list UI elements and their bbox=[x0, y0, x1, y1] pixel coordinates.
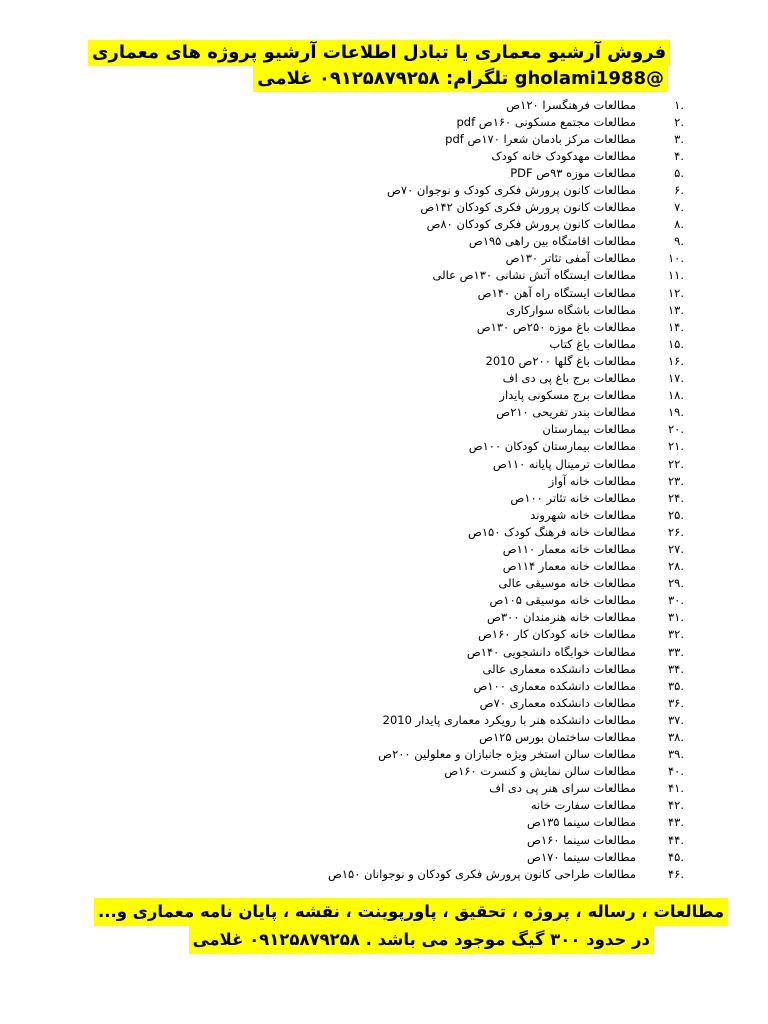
list-item bbox=[224, 506, 684, 523]
list-item-number: ۲۹. bbox=[667, 576, 684, 591]
list-item bbox=[224, 643, 684, 660]
list-item bbox=[224, 626, 684, 643]
list-item-number: ۹. bbox=[674, 234, 684, 249]
list-item-number: ۳۲. bbox=[667, 627, 684, 642]
list-item-number: ۴۴. bbox=[667, 832, 684, 847]
list-item-text: مطالعات برج مسکونی پایدار bbox=[499, 388, 636, 403]
list-item bbox=[224, 746, 684, 763]
list-item-number: ۴. bbox=[674, 148, 684, 163]
list-item bbox=[224, 421, 684, 438]
list-item-number: ۲۵. bbox=[667, 507, 684, 522]
list-item-number: ۳۳. bbox=[667, 644, 684, 659]
list-item-number: ۸. bbox=[674, 217, 684, 232]
list-item-text: مطالعات خانه فرهنگ کودک ۱۵۰ص bbox=[467, 524, 636, 539]
list-item bbox=[224, 335, 684, 352]
list-item-number: ۲۴. bbox=[667, 490, 684, 505]
list-item bbox=[224, 318, 684, 335]
list-item-number: ۲۱. bbox=[667, 439, 684, 454]
header-banner bbox=[88, 40, 668, 92]
header-contact: @gholami1988 تلگرام: ۰۹۱۲۵۸۷۹۲۵۸ غلامی bbox=[253, 66, 668, 92]
list-item-number: ۲۳. bbox=[667, 473, 684, 488]
list-item-number: ۱۸. bbox=[667, 388, 684, 403]
list-item-number: ۲۸. bbox=[667, 559, 684, 574]
list-item bbox=[224, 438, 684, 455]
list-item-number: ۳۹. bbox=[667, 747, 684, 762]
list-item bbox=[224, 677, 684, 694]
list-item-number: ۳۸. bbox=[667, 730, 684, 745]
list-item-text: مطالعات دانشکده معماری عالی bbox=[482, 661, 636, 676]
header-title: فروش آرشیو معماری یا تبادل اطلاعات آرشیو پروژه های معماری bbox=[88, 40, 670, 66]
list-item-text: مطالعات سینما ۱۶۰ص bbox=[527, 832, 636, 847]
list-item-number: ۴۳. bbox=[667, 815, 684, 830]
list-item bbox=[224, 609, 684, 626]
footer-line-1: مطالعات ، رساله ، پروژه ، تحقیق ، پاورپوینت ، نقشه ، پایان نامه معماری و... bbox=[94, 898, 728, 926]
list-item bbox=[224, 284, 684, 301]
list-item-text: مطالعات دانشکده معماری ۷۰ص bbox=[479, 695, 636, 710]
list-item bbox=[224, 370, 684, 387]
list-item-number: ۳۷. bbox=[667, 712, 684, 727]
list-item bbox=[224, 164, 684, 181]
list-item bbox=[224, 728, 684, 745]
list-item bbox=[224, 352, 684, 369]
list-item-text: مطالعات سینما ۱۳۵ص bbox=[527, 815, 636, 830]
list-item bbox=[224, 489, 684, 506]
list-item bbox=[224, 575, 684, 592]
list-item bbox=[224, 472, 684, 489]
list-item-text: مطالعات سرای هنر پی دی اف bbox=[489, 781, 636, 796]
list-item-text: مطالعات اقامتگاه بین راهی ۱۹۵ص bbox=[468, 234, 636, 249]
list-item-text: مطالعات باشگاه سوارکاری bbox=[506, 302, 636, 317]
list-item-text: مطالعات سینما ۱۷۰ص bbox=[527, 849, 636, 864]
list-item-text: مطالعات خانه شهروند bbox=[530, 507, 636, 522]
list-item bbox=[224, 848, 684, 865]
list-item bbox=[224, 96, 684, 113]
list-item bbox=[224, 250, 684, 267]
list-item bbox=[224, 387, 684, 404]
list-item-text: مطالعات طراحی کانون پرورش فکری کودکان و نوجوانان ۱۵۰ص bbox=[327, 866, 636, 881]
list-item-number: ۲۶. bbox=[667, 524, 684, 539]
project-list bbox=[224, 96, 684, 882]
list-item bbox=[224, 660, 684, 677]
list-item-number: ۱. bbox=[674, 97, 684, 112]
list-item-number: ۴۶. bbox=[667, 866, 684, 881]
list-item-number: ۳. bbox=[674, 131, 684, 146]
list-item-text: مطالعات کانون پرورش فکری کودکان ۱۴۲ص bbox=[420, 200, 636, 215]
list-item-text: مطالعات خانه تئاتر ۱۰۰ص bbox=[510, 490, 636, 505]
list-item bbox=[224, 147, 684, 164]
list-item-number: ۳۶. bbox=[667, 695, 684, 710]
list-item bbox=[224, 711, 684, 728]
list-item-number: ۱۳. bbox=[667, 302, 684, 317]
list-item-number: ۲۰. bbox=[667, 422, 684, 437]
list-item bbox=[224, 865, 684, 882]
list-item-number: ۴۲. bbox=[667, 798, 684, 813]
list-item bbox=[224, 780, 684, 797]
list-item-number: ۳۱. bbox=[667, 610, 684, 625]
list-item-number: ۱۴. bbox=[667, 319, 684, 334]
list-item-text: مطالعات دانشکده هنر با رویکرد معماری پایدار 2010 bbox=[382, 712, 636, 727]
list-item-number: ۶. bbox=[674, 183, 684, 198]
list-item-number: ۱۹. bbox=[667, 405, 684, 420]
list-item-text: مطالعات سفارت خانه bbox=[530, 798, 636, 813]
list-item bbox=[224, 831, 684, 848]
list-item bbox=[224, 592, 684, 609]
list-item-text: مطالعات کانون پرورش فکری کودکان ۸۰ص bbox=[426, 217, 636, 232]
list-item bbox=[224, 233, 684, 250]
list-item-text: مطالعات خوابگاه دانشجویی ۱۴۰ص bbox=[466, 644, 636, 659]
list-item-number: ۲۲. bbox=[667, 456, 684, 471]
list-item-number: ۵. bbox=[674, 165, 684, 180]
list-item-text: مطالعات خانه آواز bbox=[548, 473, 636, 488]
list-item-number: ۱۱. bbox=[667, 268, 684, 283]
list-item-text: مطالعات سالن استخر ویژه جانبازان و معلولین ۲۰۰ص bbox=[378, 747, 636, 762]
list-item-text: مطالعات خانه کودکان کار ۱۶۰ص bbox=[477, 627, 636, 642]
list-item-text: مطالعات بندر تفریحی ۲۱۰ص bbox=[496, 405, 636, 420]
list-item-text: مطالعات آمفی تئاتر ۱۳۰ص bbox=[505, 251, 636, 266]
footer-banner bbox=[94, 898, 725, 954]
list-item-number: ۳۴. bbox=[667, 661, 684, 676]
list-item bbox=[224, 797, 684, 814]
list-item-text: مطالعات بیمارستان کودکان ۱۰۰ص bbox=[468, 439, 636, 454]
list-item-text: مطالعات دانشکده معماری ۱۰۰ص bbox=[473, 678, 636, 693]
list-item bbox=[224, 558, 684, 575]
list-item bbox=[224, 540, 684, 557]
list-item bbox=[224, 523, 684, 540]
list-item-text: مطالعات خانه هنرمندان ۳۰۰ص bbox=[486, 610, 636, 625]
list-item-text: مطالعات ترمینال پایانه ۱۱۰ص bbox=[492, 456, 636, 471]
list-item-text: مطالعات خانه معمار ۱۱۴ص bbox=[502, 559, 636, 574]
list-item-text: مطالعات خانه موسیقی ۱۰۵ص bbox=[489, 593, 636, 608]
list-item-number: ۴۵. bbox=[667, 849, 684, 864]
list-item bbox=[224, 814, 684, 831]
list-item-text: مطالعات ایستگاه آتش نشانی ۱۳۰ص عالی bbox=[432, 268, 636, 283]
footer-line-2: در حدود ۳۰۰ گیگ موجود می باشد . ۰۹۱۲۵۸۷۹۲۵۸ غلامی bbox=[189, 926, 654, 954]
list-item-text: مطالعات بیمارستان bbox=[542, 422, 636, 437]
list-item-text: مطالعات مهدکودک خانه کودک bbox=[491, 148, 636, 163]
list-item-number: ۱۵. bbox=[667, 336, 684, 351]
list-item-number: ۲. bbox=[674, 114, 684, 129]
list-item bbox=[224, 404, 684, 421]
list-item-text: مطالعات خانه موسیقی عالی bbox=[498, 576, 636, 591]
list-item-number: ۱۷. bbox=[667, 371, 684, 386]
list-item bbox=[224, 267, 684, 284]
list-item-text: مطالعات ایستگاه راه آهن ۱۴۰ص bbox=[477, 285, 636, 300]
list-item-text: مطالعات برج باغ پی دی اف bbox=[502, 371, 636, 386]
list-item-text: مطالعات مجتمع مسکونی ۱۶۰ص pdf bbox=[456, 114, 636, 129]
list-item bbox=[224, 694, 684, 711]
list-item-text: مطالعات باغ گلها ۲۰۰ص 2010 bbox=[485, 353, 636, 368]
list-item bbox=[224, 199, 684, 216]
list-item-number: ۱۲. bbox=[667, 285, 684, 300]
list-item-text: مطالعات ساختمان بورس ۱۲۵ص bbox=[479, 730, 636, 745]
list-item bbox=[224, 130, 684, 147]
list-item bbox=[224, 455, 684, 472]
list-item bbox=[224, 301, 684, 318]
list-item-number: ۱۶. bbox=[667, 353, 684, 368]
list-item-number: ۴۰. bbox=[667, 764, 684, 779]
list-item-number: ۷. bbox=[674, 200, 684, 215]
list-item-number: ۱۰. bbox=[667, 251, 684, 266]
list-item-text: مطالعات فرهنگسرا ۱۲۰ص bbox=[506, 97, 636, 112]
list-item-number: ۳۵. bbox=[667, 678, 684, 693]
list-item-text: مطالعات باغ موزه ۲۵۰ص ۱۳۰ص bbox=[476, 319, 636, 334]
list-item-number: ۴۱. bbox=[667, 781, 684, 796]
list-item bbox=[224, 181, 684, 198]
list-item bbox=[224, 763, 684, 780]
list-item-number: ۲۷. bbox=[667, 541, 684, 556]
list-item-text: مطالعات کانون پرورش فکری کودک و نوجوان ۷۰ص bbox=[387, 183, 636, 198]
list-item-text: مطالعات باغ کتاب bbox=[549, 336, 636, 351]
list-item-text: مطالعات سالن نمایش و کنسرت ۱۶۰ص bbox=[444, 764, 636, 779]
list-item bbox=[224, 113, 684, 130]
list-item-text: مطالعات مرکز بادمان شعرا ۱۷۰ص pdf bbox=[445, 131, 636, 146]
list-item-text: مطالعات خانه معمار ۱۱۰ص bbox=[502, 541, 636, 556]
list-item bbox=[224, 216, 684, 233]
list-item-text: مطالعات موزه ۹۳ص PDF bbox=[510, 165, 636, 180]
list-item-number: ۳۰. bbox=[667, 593, 684, 608]
